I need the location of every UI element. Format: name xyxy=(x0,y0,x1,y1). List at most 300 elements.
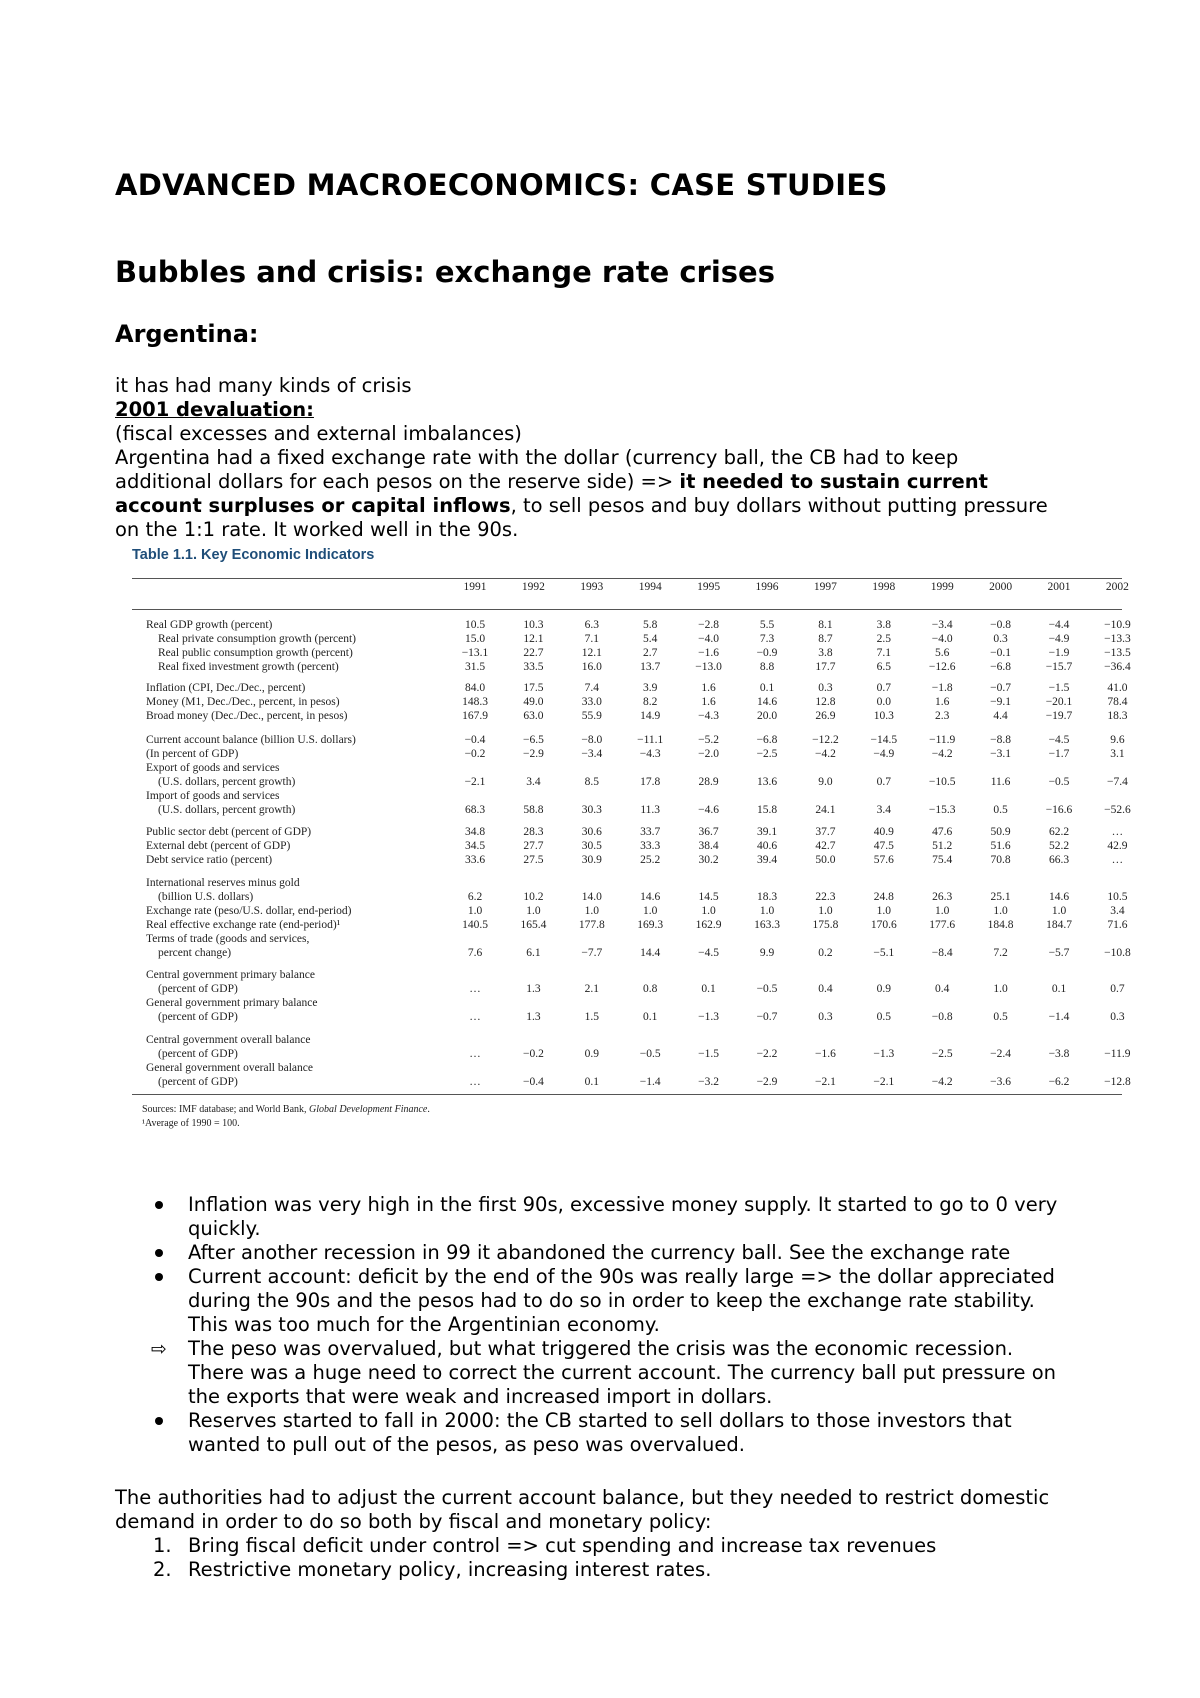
bullet-dot-icon xyxy=(155,1249,163,1257)
table-cell: −0.2 xyxy=(464,748,486,760)
table-cell: −4.3 xyxy=(639,748,661,760)
year-header: 1993 xyxy=(580,581,604,593)
table-cell: 14.4 xyxy=(640,947,661,959)
table-cell: 12.1 xyxy=(581,647,602,659)
year-header: 1998 xyxy=(872,581,896,593)
table-source xyxy=(142,1104,430,1115)
table-cell: 163.3 xyxy=(754,919,780,931)
table-cell: 1.0 xyxy=(759,905,775,917)
table-row-label: (U.S. dollars, percent growth) xyxy=(158,776,296,788)
table-cell: 4.4 xyxy=(993,710,1008,722)
table-rule xyxy=(132,578,1122,579)
table-cell: 1.0 xyxy=(467,905,483,917)
table-cell: −20.1 xyxy=(1045,696,1073,708)
table-row-label: External debt (percent of GDP) xyxy=(146,840,291,852)
table-cell: −2.9 xyxy=(522,748,544,760)
table-cell: 3.9 xyxy=(643,682,658,694)
table-cell: 68.3 xyxy=(464,804,486,816)
table-cell: 27.5 xyxy=(523,854,544,866)
table-cell: 7.4 xyxy=(584,682,599,694)
table-cell: −16.6 xyxy=(1045,804,1073,816)
table-cell: 13.6 xyxy=(756,776,778,788)
table-cell: 1.0 xyxy=(993,905,1008,917)
table-cell: 0.1 xyxy=(1051,983,1067,995)
table-cell: 175.8 xyxy=(812,919,839,931)
table-cell: 14.0 xyxy=(581,891,602,903)
table-cell: 1.0 xyxy=(1051,905,1067,917)
numbered-item xyxy=(115,1558,1105,1582)
table-cell: 57.6 xyxy=(873,854,894,866)
table-cell: −14.5 xyxy=(870,734,898,746)
table-cell: 7.1 xyxy=(876,647,891,659)
table-cell: 34.8 xyxy=(464,826,486,838)
table-cell: 30.9 xyxy=(581,854,602,866)
table-row-label: Real effective exchange rate (end-period)¹ xyxy=(146,919,341,931)
table-cell: 50.9 xyxy=(990,826,1011,838)
table-cell: 27.7 xyxy=(523,840,544,852)
table-cell: 5.4 xyxy=(643,633,658,645)
table-cell: −1.4 xyxy=(1048,1011,1070,1023)
table-cell: 38.4 xyxy=(698,840,719,852)
table-cell: 3.4 xyxy=(876,804,891,816)
table-row-label: Real private consumption growth (percent) xyxy=(158,633,356,645)
intro-line: Argentina had a fixed exchange rate with the dollar (currency ball, the CB had to keep xyxy=(115,446,959,469)
table-cell: 36.7 xyxy=(698,826,719,838)
table-row-label: International reserves minus gold xyxy=(146,877,300,889)
bullet-line: quickly. xyxy=(188,1217,261,1240)
table-cell: 10.3 xyxy=(873,710,894,722)
table-row-label: (percent of GDP) xyxy=(158,1011,238,1023)
table-cell: 50.0 xyxy=(815,854,836,866)
table-cell: 84.0 xyxy=(464,682,486,694)
table-cell: −36.4 xyxy=(1104,661,1131,673)
table-cell: 9.9 xyxy=(759,947,775,959)
table-cell: −2.5 xyxy=(756,748,778,760)
table-cell: −1.6 xyxy=(814,1048,836,1060)
bullet-line: Current account: deficit by the end of the 90s was really large => the dollar appreciated xyxy=(188,1265,1055,1288)
table-cell: −0.9 xyxy=(756,647,778,659)
table-cell: 0.4 xyxy=(818,983,833,995)
table-cell: 0.3 xyxy=(993,633,1008,645)
intro-text: , to sell pesos and buy dollars without putting pressure xyxy=(510,494,1048,517)
table-cell: −2.9 xyxy=(756,1076,778,1088)
source-text: . xyxy=(427,1104,430,1115)
table-cell: −0.8 xyxy=(990,619,1012,631)
document-title: ADVANCED MACROECONOMICS: CASE STUDIES xyxy=(115,168,888,202)
table-cell: 42.9 xyxy=(1107,840,1128,852)
table-cell: −0.7 xyxy=(990,682,1012,694)
table-cell: … xyxy=(469,1048,481,1060)
table-cell: 1.6 xyxy=(701,682,716,694)
table-cell: 49.0 xyxy=(523,696,544,708)
table-cell: 33.3 xyxy=(640,840,661,852)
year-header: 1992 xyxy=(521,581,545,593)
table-cell: 1.0 xyxy=(526,905,541,917)
table-row-label: Money (M1, Dec./Dec., percent, in pesos) xyxy=(146,696,340,708)
table-cell: −1.9 xyxy=(1048,647,1070,659)
table-cell: −3.8 xyxy=(1048,1048,1070,1060)
intro-line xyxy=(115,494,1095,518)
table-cell: 8.2 xyxy=(643,696,658,708)
table-cell: 0.1 xyxy=(643,1011,658,1023)
table-cell: 1.0 xyxy=(643,905,658,917)
table-cell: −8.0 xyxy=(581,734,603,746)
item-number: 1. xyxy=(153,1534,172,1557)
table-cell: 24.8 xyxy=(873,891,894,903)
table-cell: 10.3 xyxy=(523,619,544,631)
table-cell: 30.3 xyxy=(581,804,602,816)
table-row-label: (percent of GDP) xyxy=(158,1076,238,1088)
table-cell: 0.7 xyxy=(876,682,891,694)
table-cell: 75.4 xyxy=(932,854,953,866)
table-cell: 39.4 xyxy=(756,854,778,866)
table-cell: 11.6 xyxy=(990,776,1011,788)
table-cell: 10.2 xyxy=(523,891,544,903)
table-row-label: Real public consumption growth (percent) xyxy=(158,647,353,659)
table-cell: −10.8 xyxy=(1104,947,1131,959)
bullet-line: Reserves started to fall in 2000: the CB started to sell dollars to those investors that xyxy=(188,1409,1012,1432)
table-cell: 17.8 xyxy=(640,776,661,788)
bullet-list xyxy=(115,1193,1105,1457)
table-cell: 0.4 xyxy=(935,983,950,995)
table-rule xyxy=(132,1094,1122,1095)
table-cell: 2.7 xyxy=(643,647,658,659)
table-cell: 6.3 xyxy=(584,619,599,631)
intro-bold: account surpluses or capital inflows xyxy=(115,494,511,517)
table-cell: −0.7 xyxy=(756,1011,778,1023)
item-number: 2. xyxy=(153,1558,172,1581)
table-cell: −8.4 xyxy=(931,947,953,959)
table-cell: 148.3 xyxy=(462,696,488,708)
table-cell: −0.1 xyxy=(990,647,1012,659)
year-header: 2002 xyxy=(1105,581,1129,593)
table-cell: 66.3 xyxy=(1048,854,1070,866)
table-cell: 39.1 xyxy=(756,826,778,838)
table-cell: −13.0 xyxy=(695,661,722,673)
table-cell: −12.8 xyxy=(1104,1076,1131,1088)
table-cell: −0.4 xyxy=(464,734,486,746)
table-cell: −6.8 xyxy=(756,734,778,746)
table-cell: 1.6 xyxy=(701,696,716,708)
table-cell: 26.3 xyxy=(932,891,953,903)
table-cell: 14.6 xyxy=(756,696,778,708)
table-cell: … xyxy=(1111,854,1124,866)
table-cell: 47.6 xyxy=(932,826,953,838)
table-cell: −15.3 xyxy=(928,804,956,816)
table-cell: 5.5 xyxy=(759,619,775,631)
bullet-item xyxy=(115,1241,1105,1265)
table-cell: 12.8 xyxy=(815,696,836,708)
year-header: 1995 xyxy=(697,581,721,593)
table-cell: 33.5 xyxy=(523,661,544,673)
table-cell: −10.9 xyxy=(1104,619,1131,631)
table-cell: 1.0 xyxy=(935,905,950,917)
table-cell: −15.7 xyxy=(1045,661,1073,673)
table-cell: 1.0 xyxy=(876,905,891,917)
table-cell: … xyxy=(469,1076,481,1088)
table-cell: −4.2 xyxy=(931,748,953,760)
table-cell: −12.2 xyxy=(812,734,839,746)
table-row-label: Debt service ratio (percent) xyxy=(146,854,273,866)
table-cell: 2.1 xyxy=(584,983,599,995)
table-row-label: (percent of GDP) xyxy=(158,1048,238,1060)
arrow-icon: ⇨ xyxy=(151,1338,167,1360)
table-cell: −4.5 xyxy=(698,947,720,959)
item-text: Bring fiscal deficit under control => cut spending and increase tax revenues xyxy=(188,1534,937,1557)
table-cell: 1.0 xyxy=(993,983,1008,995)
document-subtitle: Bubbles and crisis: exchange rate crises xyxy=(115,255,775,289)
table-cell: 8.5 xyxy=(584,776,599,788)
table-cell: −3.6 xyxy=(990,1076,1012,1088)
table-cell: 30.6 xyxy=(581,826,602,838)
table-cell: 7.1 xyxy=(584,633,599,645)
table-cell: −1.7 xyxy=(1048,748,1070,760)
table-cell: −13.5 xyxy=(1104,647,1131,659)
table-cell: −0.4 xyxy=(522,1076,544,1088)
table-cell: 25.2 xyxy=(640,854,661,866)
table-cell: 0.3 xyxy=(818,1011,833,1023)
table-cell: −7.7 xyxy=(581,947,603,959)
table-cell: −10.5 xyxy=(928,776,956,788)
table-cell: 5.6 xyxy=(935,647,950,659)
table-cell: 28.9 xyxy=(698,776,719,788)
table-row-label: Public sector debt (percent of GDP) xyxy=(146,826,312,838)
table-cell: 47.5 xyxy=(873,840,894,852)
table-cell: −11.9 xyxy=(1104,1048,1131,1060)
table-cell: −1.6 xyxy=(698,647,720,659)
intro-line xyxy=(115,470,1095,494)
table-cell: −52.6 xyxy=(1104,804,1131,816)
table-cell: 33.0 xyxy=(581,696,602,708)
table-row-label: (billion U.S. dollars) xyxy=(158,891,254,903)
table-row-label: (U.S. dollars, percent growth) xyxy=(158,804,296,816)
table-cell: −5.7 xyxy=(1048,947,1070,959)
year-header: 1997 xyxy=(813,581,837,593)
table-cell: 1.3 xyxy=(526,1011,541,1023)
table-cell: 3.1 xyxy=(1110,748,1125,760)
table-cell: 17.7 xyxy=(815,661,836,673)
table-cell: −5.1 xyxy=(873,947,895,959)
table-cell: 12.1 xyxy=(523,633,544,645)
table-cell: −4.4 xyxy=(1048,619,1070,631)
table-cell: 34.5 xyxy=(464,840,486,852)
intro-line: (fiscal excesses and external imbalances) xyxy=(115,422,522,445)
intro-text: additional dollars for each pesos on the reserve side) => xyxy=(115,470,680,493)
table-cell: −4.5 xyxy=(1048,734,1070,746)
table-cell: 18.3 xyxy=(756,891,778,903)
table-cell: −13.1 xyxy=(461,647,489,659)
bullet-dot-icon xyxy=(155,1273,163,1281)
table-cell: 40.9 xyxy=(873,826,894,838)
table-cell: 0.3 xyxy=(1110,1011,1125,1023)
table-cell: 170.6 xyxy=(870,919,897,931)
table-cell: 10.5 xyxy=(1107,891,1128,903)
table-cell: 184.7 xyxy=(1046,919,1072,931)
table-cell: −0.5 xyxy=(1048,776,1070,788)
table-cell: −2.1 xyxy=(873,1076,895,1088)
table-cell: 0.9 xyxy=(876,983,891,995)
table-cell: −2.2 xyxy=(756,1048,778,1060)
table-cell: −4.3 xyxy=(698,710,720,722)
table-cell: 11.3 xyxy=(640,804,661,816)
bullet-line: There was a huge need to correct the current account. The currency ball put pressure on xyxy=(188,1361,1057,1384)
table-cell: 177.6 xyxy=(929,919,956,931)
table-cell: −2.1 xyxy=(464,776,486,788)
year-header: 1999 xyxy=(930,581,954,593)
table-cell: −6.5 xyxy=(522,734,544,746)
bullet-line: The peso was overvalued, but what triggered the crisis was the economic recession. xyxy=(188,1337,1014,1360)
table-cell: 167.9 xyxy=(462,710,488,722)
table-cell: −0.2 xyxy=(522,1048,544,1060)
table-row-label: Import of goods and services xyxy=(146,790,280,802)
table-cell: −6.8 xyxy=(990,661,1012,673)
bullet-item xyxy=(115,1193,1105,1241)
table-cell: 37.7 xyxy=(815,826,836,838)
table-cell: −3.4 xyxy=(931,619,953,631)
table-cell: −1.8 xyxy=(931,682,953,694)
table-cell: 42.7 xyxy=(815,840,836,852)
table-row-label: Current account balance (billion U.S. dollars) xyxy=(146,734,356,746)
table-cell: 0.1 xyxy=(584,1076,599,1088)
table-row-label: Central government primary balance xyxy=(146,969,315,981)
outro-line: The authorities had to adjust the current account balance, but they needed to restrict domestic xyxy=(115,1486,1050,1509)
table-cell: 0.2 xyxy=(818,947,833,959)
table-cell: 1.0 xyxy=(701,905,716,917)
table-cell: −2.1 xyxy=(814,1076,836,1088)
table-cell: 184.8 xyxy=(987,919,1014,931)
table-cell: 18.3 xyxy=(1107,710,1128,722)
intro-line: it has had many kinds of crisis xyxy=(115,374,412,397)
table-cell: −7.4 xyxy=(1106,776,1128,788)
intro-bold: it needed to sustain current xyxy=(679,470,988,493)
table-cell: 0.9 xyxy=(584,1048,599,1060)
table-cell: 51.6 xyxy=(990,840,1011,852)
table-cell: 169.3 xyxy=(637,919,664,931)
table-row-label: percent change) xyxy=(158,947,232,959)
table-cell: −13.3 xyxy=(1104,633,1131,645)
bullet-dot-icon xyxy=(155,1201,163,1209)
year-header: 2001 xyxy=(1047,581,1071,593)
table-cell: 14.6 xyxy=(1048,891,1070,903)
table-row-label: (percent of GDP) xyxy=(158,983,238,995)
bullet-line: This was too much for the Argentinian economy. xyxy=(188,1313,660,1336)
table-cell: 25.1 xyxy=(990,891,1011,903)
table-cell: −6.2 xyxy=(1048,1076,1070,1088)
table-cell: 28.3 xyxy=(523,826,544,838)
table-cell: 13.7 xyxy=(640,661,661,673)
table-cell: 8.1 xyxy=(818,619,833,631)
table-cell: −9.1 xyxy=(990,696,1012,708)
table-cell: 15.8 xyxy=(756,804,778,816)
table-cell: 51.2 xyxy=(932,840,953,852)
table-cell: 17.5 xyxy=(523,682,544,694)
table-cell: −1.3 xyxy=(873,1048,895,1060)
table-cell: 0.5 xyxy=(993,1011,1008,1023)
table-cell: 0.1 xyxy=(759,682,775,694)
table-cell: 9.6 xyxy=(1110,734,1125,746)
table-cell: 6.5 xyxy=(876,661,891,673)
source-italic: Global Development Finance xyxy=(309,1104,428,1115)
table-cell: 3.4 xyxy=(526,776,541,788)
table-cell: 0.7 xyxy=(876,776,891,788)
table-cell: 26.9 xyxy=(815,710,836,722)
table-cell: 70.8 xyxy=(990,854,1011,866)
table-cell: −3.1 xyxy=(990,748,1012,760)
table-row-label: (In percent of GDP) xyxy=(146,748,239,760)
table-cell: −8.8 xyxy=(990,734,1012,746)
table-cell: 0.7 xyxy=(1110,983,1125,995)
table-cell: 3.8 xyxy=(876,619,891,631)
table-cell: 6.2 xyxy=(467,891,483,903)
intro-paragraph xyxy=(115,374,1095,542)
table-cell: −3.4 xyxy=(581,748,603,760)
table-row-label: Exchange rate (peso/U.S. dollar, end-period) xyxy=(146,905,352,917)
table-cell: 30.5 xyxy=(581,840,602,852)
bullet-item xyxy=(115,1265,1105,1337)
intro-line: on the 1:1 rate. It worked well in the 90s. xyxy=(115,518,519,541)
table-cell: 52.2 xyxy=(1048,840,1070,852)
bullet-line: Inflation was very high in the first 90s, excessive money supply. It started to go to 0 very xyxy=(188,1193,1058,1216)
table-title: Table 1.1. Key Economic Indicators xyxy=(132,547,375,563)
table-cell: 6.1 xyxy=(526,947,541,959)
table-cell: 3.8 xyxy=(818,647,833,659)
item-text: Restrictive monetary policy, increasing interest rates. xyxy=(188,1558,712,1581)
bullet-item xyxy=(115,1409,1105,1457)
table-cell: 177.8 xyxy=(578,919,605,931)
table-cell: 10.5 xyxy=(464,619,486,631)
bullet-line: during the 90s and the pesos had to do so in order to keep the exchange rate stability. xyxy=(188,1289,1035,1312)
table-cell: 30.2 xyxy=(698,854,719,866)
table-cell: −11.1 xyxy=(637,734,664,746)
bullet-line: wanted to pull out of the pesos, as peso was overvalued. xyxy=(188,1433,745,1456)
table-cell: 22.3 xyxy=(815,891,836,903)
year-header: 1994 xyxy=(638,581,662,593)
table-row-label: Central government overall balance xyxy=(146,1034,311,1046)
table-cell: −5.2 xyxy=(698,734,720,746)
table-cell: −0.5 xyxy=(756,983,778,995)
table-row-label: Real fixed investment growth (percent) xyxy=(158,661,339,673)
table-cell: 22.7 xyxy=(523,647,544,659)
table-cell: −4.2 xyxy=(931,1076,953,1088)
table-cell: 140.5 xyxy=(462,919,488,931)
numbered-list xyxy=(115,1534,1105,1582)
outro-paragraph xyxy=(115,1486,1095,1534)
table-cell: 3.4 xyxy=(1110,905,1125,917)
table-cell: 8.7 xyxy=(818,633,833,645)
table-cell: 71.6 xyxy=(1107,919,1128,931)
table-row-label: Terms of trade (goods and services, xyxy=(146,933,310,945)
table-cell: 58.8 xyxy=(523,804,544,816)
table-cell: −4.6 xyxy=(698,804,720,816)
table-cell: 16.0 xyxy=(581,661,602,673)
outro-line: demand in order to do so both by fiscal and monetary policy: xyxy=(115,1510,712,1533)
table-row-label: Export of goods and services xyxy=(146,762,280,774)
table-row-label: Inflation (CPI, Dec./Dec., percent) xyxy=(146,682,306,694)
table-cell: 2.3 xyxy=(935,710,950,722)
table-cell: 20.0 xyxy=(756,710,778,722)
subheading-devaluation: 2001 devaluation: xyxy=(115,398,314,421)
table-cell: 7.3 xyxy=(759,633,775,645)
table-cell: 33.6 xyxy=(464,854,486,866)
table-cell: −4.0 xyxy=(931,633,953,645)
table-cell: 8.8 xyxy=(759,661,775,673)
table-cell: … xyxy=(469,1011,481,1023)
table-cell: 1.5 xyxy=(584,1011,599,1023)
section-heading: Argentina: xyxy=(115,320,259,348)
bullet-line: After another recession in 99 it abandoned the currency ball. See the exchange rate xyxy=(188,1241,1011,1264)
table-cell: −3.2 xyxy=(698,1076,720,1088)
table-cell: −19.7 xyxy=(1045,710,1073,722)
